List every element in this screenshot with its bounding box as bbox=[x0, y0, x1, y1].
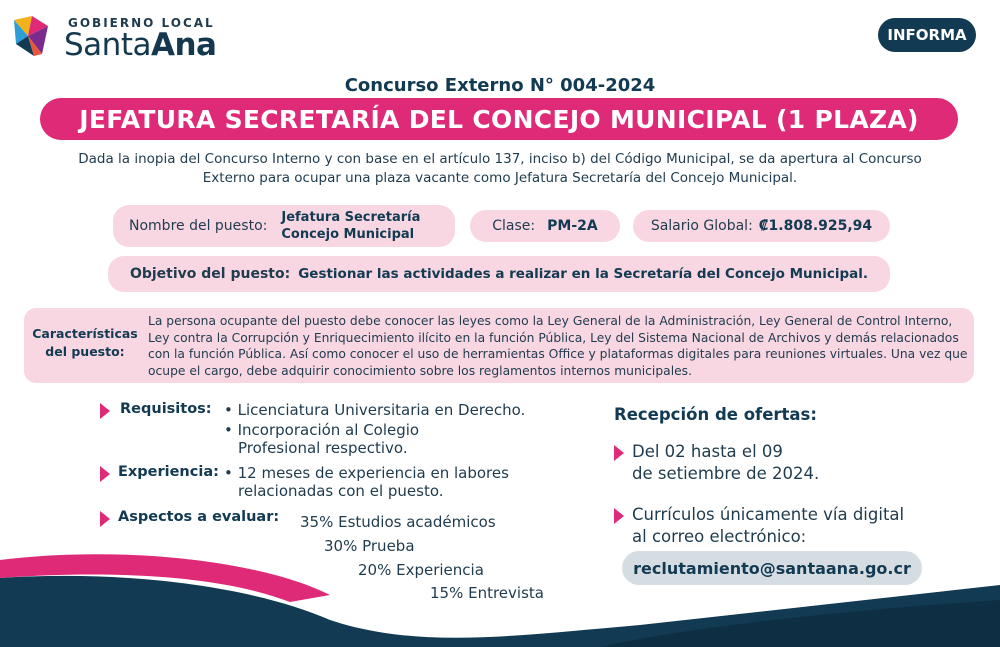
aspecto-item-2: 30% Prueba bbox=[324, 537, 415, 555]
curriculos-line-b: al correo electrónico: bbox=[632, 527, 807, 546]
clase-value: PM-2A bbox=[547, 218, 598, 234]
fecha-arrow-icon bbox=[614, 445, 624, 461]
requisito-item-2b: Profesional respectivo. bbox=[238, 439, 408, 457]
requisito-item-2a: • Incorporación al Colegio bbox=[224, 421, 420, 439]
santa-ana-logo bbox=[12, 12, 242, 64]
experiencia-arrow-icon bbox=[100, 466, 110, 482]
caracteristicas-label-line2: del puesto: bbox=[45, 344, 125, 359]
recepcion-title: Recepción de ofertas: bbox=[614, 405, 817, 424]
requisito-item-1: • Licenciatura Universitaria en Derecho. bbox=[224, 401, 526, 419]
nombre-value-line1: Jefatura Secretaría bbox=[281, 210, 421, 225]
experiencia-label: Experiencia: bbox=[118, 464, 219, 480]
curriculos-line-a: Currículos únicamente vía digital bbox=[632, 505, 905, 524]
logo-name-first: Santa bbox=[64, 27, 151, 63]
aspectos-label: Aspectos a evaluar: bbox=[118, 509, 280, 525]
page-title: JEFATURA SECRETARÍA DEL CONCEJO MUNICIPAL (1 PLAZA) bbox=[40, 98, 958, 140]
objetivo-pill bbox=[108, 256, 890, 292]
aspecto-item-4: 15% Entrevista bbox=[430, 584, 544, 602]
objetivo-label: Objetivo del puesto: bbox=[129, 266, 291, 282]
salario-pill bbox=[633, 210, 890, 242]
salario-label: Salario Global: bbox=[650, 218, 753, 234]
curriculos-arrow-icon bbox=[614, 508, 624, 524]
caracteristicas-text: La persona ocupante del puesto debe conocer las leyes como la Ley General de la Administración, Ley General de Control Interno, Ley contra la Corrupción y Enriquecimiento ilícito en la función Pública, Ley del Sistema Nacional de Archivos y demás relacionados con la función Pública. Así como conocer el uso de herramientas Office y plataformas digitales para reuniones virtuales. Una vez que ocupe el cargo, debe adquirir conocimiento sobre los reglamentos internos municipales. bbox=[148, 314, 968, 378]
email-link[interactable]: reclutamiento@santaana.go.cr bbox=[622, 551, 922, 585]
requisitos-arrow-icon bbox=[100, 403, 110, 419]
nombre-label: Nombre del puesto: bbox=[129, 218, 268, 234]
logo-mark-icon bbox=[12, 14, 50, 58]
fecha-line-b: de setiembre de 2024. bbox=[632, 464, 820, 483]
experiencia-item-a: • 12 meses de experiencia en labores bbox=[224, 464, 509, 482]
decorative-waves bbox=[0, 540, 1000, 647]
concurso-heading: Concurso Externo N° 004-2024 bbox=[344, 75, 656, 96]
aspecto-item-3: 20% Experiencia bbox=[358, 561, 484, 579]
logo-name bbox=[64, 27, 216, 63]
salario-value: ₡1.808.925,94 bbox=[758, 218, 873, 234]
informa-badge[interactable]: INFORMA bbox=[878, 18, 976, 52]
aspectos-arrow-icon bbox=[100, 511, 110, 527]
logo-subtitle: GOBIERNO LOCAL bbox=[68, 16, 215, 30]
aspecto-item-1: 35% Estudios académicos bbox=[300, 513, 496, 531]
nombre-value-line2: Concejo Municipal bbox=[281, 227, 415, 242]
clase-label: Clase: bbox=[492, 218, 536, 234]
fecha-line-a: Del 02 hasta el 09 bbox=[632, 442, 783, 461]
nombre-puesto-pill bbox=[113, 205, 455, 247]
objetivo-value: Gestionar las actividades a realizar en la Secretaría del Concejo Municipal. bbox=[298, 266, 869, 282]
caracteristicas-label bbox=[30, 325, 140, 361]
caracteristicas-label-line1: Características bbox=[32, 326, 138, 341]
caracteristicas-box bbox=[24, 308, 974, 383]
experiencia-item-b: relacionadas con el puesto. bbox=[238, 482, 444, 500]
nombre-value bbox=[281, 209, 420, 243]
clase-pill bbox=[470, 210, 620, 242]
requisitos-label: Requisitos: bbox=[120, 401, 212, 417]
logo-name-second: Ana bbox=[150, 27, 217, 63]
intro-paragraph: Dada la inopia del Concurso Interno y con base en el artículo 137, inciso b) del Código Municipal, se da apertura al Concurso Externo para ocupar una plaza vacante como Jefatura Secretaría del Concejo Municipal. bbox=[78, 151, 922, 186]
